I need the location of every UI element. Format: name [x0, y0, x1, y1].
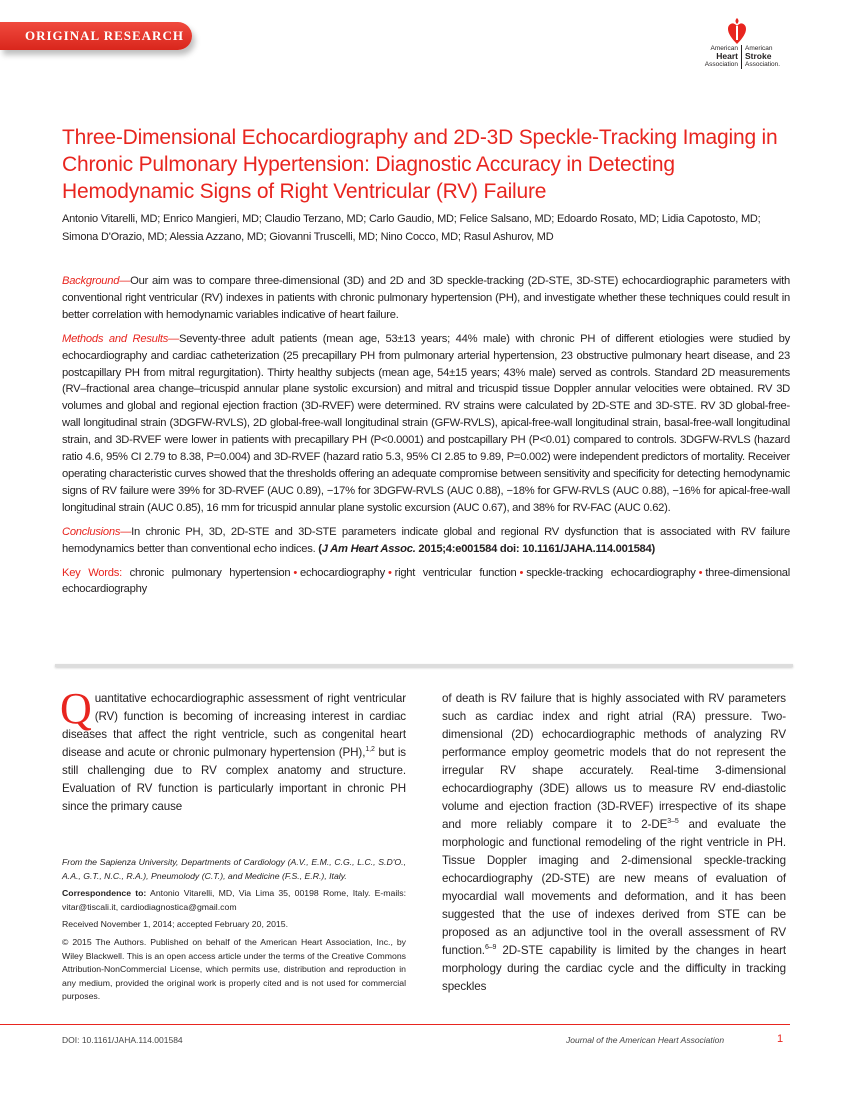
reference-superscript[interactable]: 6–9: [484, 944, 497, 952]
bullet: •: [387, 566, 392, 579]
logo-text: American: [710, 45, 738, 52]
body-text: and evaluate the morphologic and functional remodeling of the right ventricle in PH. Tissue Doppler imaging and 2-dimensional speckle-tracking echocardiography (2D-STE) are new means of evaluation of myocardial wall movements and deformation, and it has been suggested that the use of indexes derived from STE can be proposed as an adjunctive tool in the overall assessment of RV function.: [442, 818, 786, 957]
footer-rule: [0, 1024, 790, 1025]
footnotes: [62, 856, 406, 1008]
section-text: In chronic PH, 3D, 2D-STE and 3D-STE parameters indicate global and regional RV dysfunction that is associated with RV failure hemodynamics better than conventional echo indices.: [62, 525, 790, 555]
affiliation-note: From the Sapienza University, Departments of Cardiology (A.V., E.M., C.G., L.C., S.D'O., A.A., G.T., N.C., R.A.), Pneumolody (C.T.), and Medicine (F.S., E.R.), Italy.: [62, 857, 406, 881]
citation-text: (: [318, 542, 322, 555]
keywords: [62, 565, 790, 599]
section-text: Seventy-three adult patients (mean age, 53±13 years; 44% male) with chronic PH of different etiologies were studied by echocardiography and cardiac catheterization (25 precapillary PH from pulmonary arterial hypertension, 23 obstructive pulmonary heart disease, and 23 postcapillary PH from mitral regurgitation). Thirty healthy subjects (mean age, 54±15 years; 43% male) served as controls. Standard 2D measurements (RV–fractional area change–tricuspid annular plane systolic excursion) and mitral and tricuspid tissue Doppler annular velocities were obtained. RV 3D volumes and global and regional ejection fraction (3D-RVEF) were determined. RV strains were calculated by 2D-STE and 3D-STE. RV 3D global-free-wall longitudinal strain (3DGFW-RVLS), 2D global-free-wall longitudinal strain (GFW-RVLS), apical-free-wall longitudinal strain, basal-free-wall longitudinal strain, and 3D-RVEF were lower in patients with precapillary PH (P<0.0001) and postcapillary PH (P<0.01) compared to controls. 3DGFW-RVLS (hazard ratio 4.6, 95% CI 2.79 to 8.38, P=0.004) and 3D-RVEF (hazard ratio 5.3, 95% CI 2.85 to 9.89, P=0.002) were independent predictors of mortality. Receiver operating characteristic curves showed that the thresholds offering an adequate compromise between sensitivity and specificity for detecting hemodynamic signs of RV failure were 39% for 3D-RVEF (AUC 0.89), −17% for 3DGFW-RVLS (AUC 0.88), −18% for GFW-RVLS (AUC 0.88), −16% for apical-free-wall longitudinal strain (AUC 0.85), 16 mm for tricuspid annular plane systolic excursion (AUC 0.67), and 38% for RV-FAC (AUC 0.62).: [62, 332, 790, 514]
section-label: Conclusions—: [62, 525, 132, 538]
section-text: Our aim was to compare three-dimensional (3D) and 2D and 3D speckle-tracking (2D-STE, 3D-STE) echocardiographic parameters with conventional right ventricular (RV) indexes in patients with chronic pulmonary hypertension (PH), and investigate whether these techniques could result in better correlation with hemodynamic variables indicative of heart failure.: [62, 275, 790, 321]
footer-doi: DOI: 10.1161/JAHA.114.001584: [62, 1035, 183, 1045]
logo-text: Stroke: [745, 50, 772, 61]
keyword: chronic pulmonary hypertension: [129, 566, 291, 579]
reference-superscript[interactable]: 1,2: [365, 746, 375, 754]
keyword: speckle-tracking echocardiography: [526, 566, 696, 579]
body-text: but is still challenging due to RV complex anatomy and structure. Evaluation of RV function is particularly important in chronic PH since the primary cause: [62, 746, 406, 813]
body-text: of death is RV failure that is highly associated with RV parameters such as cardiac index and right atrial (RA) pressure. Two-dimensional (2D) echocardiographic methods of analyzing RV performance employ geometric models that do not represent the irregular RV shape accurately. Real-time 3-dimensional echocardiography (3DE) allows us to measure RV end-diastolic volume and ejection fraction (3D-RVEF) irrespective of its shape and more reliably compare it to 2-DE: [442, 692, 786, 831]
logo-text: Association: [704, 61, 738, 68]
section-label: Methods and Results—: [62, 332, 180, 345]
license-note: © 2015 The Authors. Published on behalf of the American Heart Association, Inc., by Wiley Blackwell. This is an open access article under the terms of the Creative Commons Attribution-NonCommercial License, which permits use, distribution and reproduction in any medium, provided the original work is properly cited and is not used for commercial purposes.: [62, 936, 406, 1002]
body-column-left: [60, 684, 406, 816]
keyword: echocardiography: [300, 566, 385, 579]
abstract-background: [62, 273, 790, 324]
drop-cap: Q: [60, 684, 92, 733]
section-label: Background—: [62, 275, 131, 287]
logo-text: American: [745, 45, 773, 52]
abstract-methods: [62, 331, 790, 517]
body-column-right: [442, 690, 786, 996]
abstract-conclusions: [62, 524, 790, 558]
bullet: •: [519, 566, 524, 579]
aha-asa-logo: [688, 18, 788, 72]
bullet: •: [293, 566, 298, 579]
body-text: uantitative echocardiographic assessment of right ventricular (RV) function is becoming of increasing interest in cardiac diseases that affect the right ventricle, such as congenital heart disease and acute or chronic pulmonary hypertension (PH),: [62, 692, 406, 759]
correspondence-label: Correspondence to:: [62, 888, 147, 899]
received-dates: Received November 1, 2014; accepted February 20, 2015.: [62, 919, 289, 930]
page-number: 1: [777, 1033, 784, 1045]
body-paragraph: [442, 690, 786, 996]
logo-text: Association.: [745, 61, 781, 68]
keywords-label: Key Words:: [62, 566, 122, 579]
bullet: •: [698, 566, 703, 579]
article-type-badge: [0, 22, 192, 50]
section-divider: [55, 664, 793, 667]
correspondence-text: Antonio Vitarelli, MD, Via Lima 35, 00198 Rome, Italy. E-mails: vitar@tiscali.it, cardiodiagnostica@gmail.com: [62, 888, 406, 912]
citation: [318, 543, 655, 555]
abstract: [62, 273, 790, 605]
citation-text: 2015;4:e001584 doi: 10.1161/JAHA.114.001584): [415, 542, 655, 555]
correspondence-note: [62, 887, 406, 914]
keyword: right ventricular function: [394, 566, 517, 579]
article-type-label: ORIGINAL RESEARCH: [25, 28, 184, 43]
author-list: Antonio Vitarelli, MD; Enrico Mangieri, MD; Claudio Terzano, MD; Carlo Gaudio, MD; Felice Salsano, MD; Edoardo Rosato, MD; Lidia Capotosto, MD; Simona D'Orazio, MD; Alessia Azzano, MD; Giovanni Truscelli, MD; Nino Cocco, MD; Rasul Ashurov, MD: [62, 213, 761, 243]
article-title: Three-Dimensional Echocardiography and 2D-3D Speckle-Tracking Imaging in Chronic Pulmonary Hypertension: Diagnostic Accuracy in Detecting Hemodynamic Signs of Right Ventricular (RV) Failure: [62, 126, 778, 203]
citation-journal: J Am Heart Assoc.: [321, 542, 416, 555]
body-text: 2D-STE capability is limited by the changes in heart morphology during the cardiac cycle and the difficulty in tracking speckles: [442, 944, 786, 993]
body-paragraph: [60, 684, 406, 816]
logo-text: Heart: [716, 50, 738, 61]
heart-torch-icon: [728, 18, 746, 44]
reference-superscript[interactable]: 3–5: [667, 818, 679, 826]
footer-journal-name: Journal of the American Heart Association: [566, 1035, 725, 1045]
keyword: three-dimensional echocardiography: [62, 566, 791, 596]
